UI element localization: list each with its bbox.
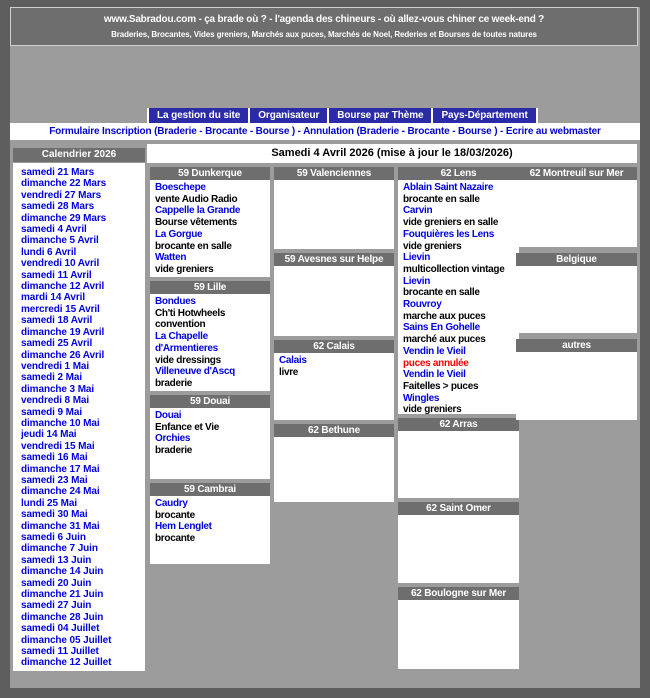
- section-header: 62 Lens: [398, 167, 519, 180]
- calendar-date-link[interactable]: mercredi 15 Avril: [21, 303, 100, 315]
- calendar-date-link[interactable]: dimanche 28 Juin: [21, 611, 104, 623]
- city-link[interactable]: La Chapelle d'Armentieres: [155, 331, 218, 354]
- city-link[interactable]: Calais: [279, 355, 307, 366]
- event-text: braderie: [155, 445, 193, 457]
- calendar-date-link[interactable]: samedi 13 Juin: [21, 554, 92, 566]
- city-link[interactable]: Sains En Gohelle: [403, 322, 480, 334]
- city-link[interactable]: Caudry: [155, 498, 188, 509]
- calendar-date-link[interactable]: vendredi 8 Mai: [21, 395, 90, 407]
- calendar-date-link[interactable]: dimanche 29 Mars: [21, 212, 107, 224]
- calendar-date-link[interactable]: samedi 11 Juillet: [21, 646, 99, 658]
- calendar-date-link[interactable]: samedi 18 Avril: [21, 315, 93, 327]
- section-box: [398, 515, 519, 583]
- calendar-list: [13, 163, 145, 671]
- event-text: vide greniers en salle: [403, 217, 499, 229]
- calendar-date-link[interactable]: samedi 20 Juin: [21, 577, 92, 589]
- event-text: braderie: [155, 377, 193, 389]
- nav-button-row: [147, 108, 538, 124]
- event-text: vide greniers: [403, 404, 462, 414]
- section-header: 62 Saint Omer: [398, 502, 519, 515]
- calendar-date-link[interactable]: dimanche 7 Juin: [21, 543, 98, 555]
- calendar-date-link[interactable]: lundi 25 Mai: [21, 497, 78, 509]
- city-link[interactable]: Douai: [155, 410, 182, 421]
- calendar-date-link[interactable]: lundi 6 Avril: [21, 246, 77, 258]
- section-box: [398, 600, 519, 669]
- event-text: Bourse vêtements: [155, 217, 237, 229]
- site-title: www.Sabradou.com - ça brade où ? - l'agenda des chineurs - où allez-vous chiner ce week-end ?: [103, 14, 545, 25]
- event-text: vide greniers: [155, 263, 214, 275]
- calendar-date-link[interactable]: samedi 25 Avril: [21, 338, 93, 350]
- calendar-date-link[interactable]: jeudi 14 Mai: [21, 429, 77, 441]
- calendar-date-link[interactable]: samedi 30 Mai: [21, 509, 88, 521]
- calendar-date-link[interactable]: vendredi 15 Mai: [21, 440, 95, 452]
- nav-button-2[interactable]: Organisateur: [250, 108, 327, 124]
- section-box: [150, 496, 270, 564]
- section-box: [398, 431, 519, 498]
- calendar-date-link[interactable]: dimanche 17 Mai: [21, 463, 100, 475]
- calendar-date-link[interactable]: dimanche 19 Avril: [21, 326, 105, 338]
- nav-button-3[interactable]: Bourse par Thème: [329, 108, 431, 124]
- city-link[interactable]: Vendin le Vieil: [403, 345, 466, 357]
- event-text: brocante en salle: [155, 240, 232, 252]
- section-box: [516, 352, 637, 420]
- event-text: Ch'ti Hotwheels convention: [155, 307, 226, 331]
- event-text: vide dressings: [155, 354, 221, 366]
- calendar-date-link[interactable]: vendredi 1 Mai: [21, 360, 90, 372]
- calendar-date-link[interactable]: samedi 27 Juin: [21, 600, 92, 612]
- section-box: [274, 353, 394, 420]
- city-link[interactable]: Wingles: [403, 392, 440, 404]
- calendar-date-link[interactable]: samedi 21 Mars: [21, 167, 95, 178]
- city-link[interactable]: Hem Lenglet: [155, 521, 212, 533]
- calendar-date-link[interactable]: dimanche 05 Juillet: [21, 634, 112, 646]
- city-link[interactable]: Ablain Saint Nazaire: [403, 182, 494, 193]
- calendar-date-link[interactable]: dimanche 10 Mai: [21, 417, 100, 429]
- current-date-bar: Samedi 4 Avril 2026 (mise à jour le 18/03/2026): [147, 144, 637, 163]
- city-link[interactable]: Lievin: [403, 275, 431, 287]
- inscription-links[interactable]: Formulaire Inscription (Braderie - Brocante - Bourse ) - Annulation (Braderie - Brocante - Bourse ) - Ecrire au webmaster: [10, 123, 640, 140]
- section-box: [150, 180, 270, 277]
- event-text: brocante: [155, 533, 195, 545]
- calendar-date-link[interactable]: dimanche 31 Mai: [21, 520, 100, 532]
- calendar-date-link[interactable]: samedi 2 Mai: [21, 372, 83, 384]
- page-frame: [10, 7, 640, 688]
- calendar-date-link[interactable]: samedi 11 Avril: [21, 269, 92, 281]
- section-box: [516, 180, 637, 247]
- nav-button-4[interactable]: Pays-Département: [433, 108, 535, 124]
- calendar-date-link[interactable]: samedi 23 Mai: [21, 474, 88, 486]
- calendar-date-link[interactable]: samedi 28 Mars: [21, 201, 95, 213]
- city-link[interactable]: Boeschepe: [155, 182, 206, 193]
- calendar-date-link[interactable]: vendredi 27 Mars: [21, 189, 102, 201]
- calendar-date-link[interactable]: mardi 14 Avril: [21, 292, 86, 304]
- city-link[interactable]: Carvin: [403, 205, 433, 217]
- city-link[interactable]: Lievin: [403, 252, 431, 264]
- calendar-date-link[interactable]: dimanche 26 Avril: [21, 349, 105, 361]
- calendar-date-link[interactable]: samedi 9 Mai: [21, 406, 83, 418]
- event-text: multicollection vintage: [403, 263, 505, 275]
- calendar-date-link[interactable]: dimanche 21 Juin: [21, 589, 104, 601]
- city-link[interactable]: Bondues: [155, 296, 196, 307]
- event-text: Enfance et Vie: [155, 421, 219, 433]
- calendar-date-link[interactable]: dimanche 12 Juillet: [21, 657, 112, 669]
- calendar-date-link[interactable]: dimanche 5 Avril: [21, 235, 99, 247]
- listings-column-1: [150, 167, 270, 568]
- city-link[interactable]: La Gorgue: [155, 228, 203, 240]
- event-text: brocante en salle: [403, 287, 480, 299]
- section-header: 59 Douai: [150, 395, 270, 408]
- section-header: 62 Calais: [274, 340, 394, 353]
- calendar-date-link[interactable]: dimanche 14 Juin: [21, 566, 104, 578]
- calendar-date-link[interactable]: samedi 16 Mai: [21, 452, 88, 464]
- section-box: [150, 408, 270, 479]
- calendar-date-link[interactable]: dimanche 12 Avril: [21, 281, 105, 293]
- city-link[interactable]: Villeneuve d'Ascq: [155, 366, 235, 378]
- section-header: 59 Lille: [150, 281, 270, 294]
- calendar-date-link[interactable]: samedi 4 Avril: [21, 224, 87, 236]
- event-text: marché aux puces: [403, 334, 486, 346]
- listings-column-3: [398, 167, 519, 673]
- section-box: [150, 294, 270, 391]
- listings-column-4: [516, 167, 637, 426]
- section-header: 59 Avesnes sur Helpe: [274, 253, 394, 266]
- section-header: 62 Arras: [398, 418, 519, 431]
- event-text: marche aux puces: [403, 310, 486, 322]
- calendar-date-link[interactable]: samedi 6 Juin: [21, 532, 86, 543]
- site-title-banner: [10, 7, 638, 46]
- calendar-date-link[interactable]: dimanche 3 Mai: [21, 383, 95, 395]
- event-text: vide greniers: [403, 240, 462, 252]
- event-text: brocante: [155, 509, 195, 521]
- city-link[interactable]: Watten: [155, 252, 187, 264]
- calendar-date-link[interactable]: dimanche 24 Mai: [21, 486, 100, 498]
- calendar-title: Calendrier 2026: [13, 148, 145, 162]
- calendar-date-link[interactable]: samedi 04 Juillet: [21, 623, 100, 635]
- city-link[interactable]: Fouquières les Lens: [403, 228, 494, 240]
- event-text: livre: [279, 366, 299, 378]
- listings-column-2: [274, 167, 394, 506]
- city-link[interactable]: Orchies: [155, 433, 191, 445]
- section-header: 59 Cambrai: [150, 483, 270, 496]
- section-box: [398, 180, 519, 414]
- section-box: [274, 437, 394, 502]
- section-header: 62 Boulogne sur Mer: [398, 587, 519, 600]
- event-cancelled: puces annulée: [403, 357, 469, 369]
- section-header: 59 Valenciennes: [274, 167, 394, 180]
- section-header: Belgique: [516, 253, 637, 266]
- calendar-date-link[interactable]: dimanche 22 Mars: [21, 178, 107, 190]
- section-header: autres: [516, 339, 637, 352]
- site-subtitle: Braderies, Brocantes, Vides greniers, Marchés aux puces, Marchés de Noel, Rederies et Bourses de toutes natures: [111, 30, 537, 39]
- calendar-date-link[interactable]: vendredi 10 Avril: [21, 258, 100, 270]
- nav-button-1[interactable]: La gestion du site: [149, 108, 248, 124]
- section-box: [274, 180, 394, 249]
- city-link[interactable]: Rouvroy: [403, 299, 442, 311]
- section-header: 62 Bethune: [274, 424, 394, 437]
- event-text: Faitelles > puces: [403, 380, 479, 392]
- section-header: 62 Montreuil sur Mer: [516, 167, 637, 180]
- event-text: brocante en salle: [403, 193, 480, 205]
- event-text: vente Audio Radio: [155, 193, 238, 205]
- section-box: [274, 266, 394, 336]
- section-header: 59 Dunkerque: [150, 167, 270, 180]
- section-box: [516, 266, 637, 333]
- city-link[interactable]: Vendin le Vieil: [403, 369, 466, 381]
- city-link[interactable]: Cappelle la Grande: [155, 205, 241, 217]
